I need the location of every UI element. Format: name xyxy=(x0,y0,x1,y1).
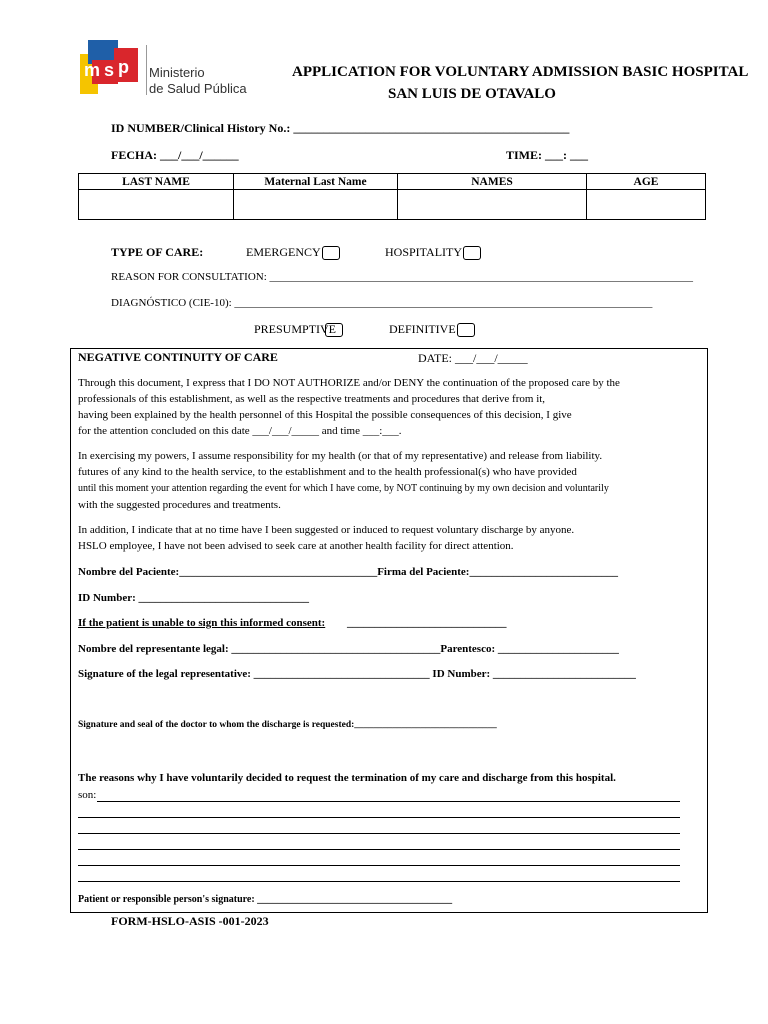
msp-logo xyxy=(80,40,144,94)
paragraph-1-line-2: professionals of this establishment, as well as the respective treatments and procedures that derive from it, xyxy=(78,393,546,405)
legal-representative-field[interactable]: Nombre del representante legal: ______________________________________Parentesco: ______________________ xyxy=(78,643,619,655)
reasons-son-label: son: xyxy=(78,789,97,801)
maternal-last-name-cell[interactable] xyxy=(234,190,398,220)
hospitality-label: HOSPITALITY xyxy=(385,245,463,259)
unable-to-sign-label: If the patient is unable to sign this informed consent: xyxy=(78,617,326,629)
reason-line-2[interactable] xyxy=(78,817,680,818)
svg-text:m: m xyxy=(84,60,101,80)
presumptive-checkbox[interactable] xyxy=(325,323,343,337)
emergency-checkbox[interactable] xyxy=(322,246,340,260)
document-title: APPLICATION FOR VOLUNTARY ADMISSION BASIC HOSPITAL xyxy=(292,64,749,80)
section-heading: NEGATIVE CONTINUITY OF CARE xyxy=(78,350,278,364)
logo-divider xyxy=(146,45,147,95)
patient-name-signature-field[interactable]: Nombre del Paciente:____________________________________Firma del Paciente:___________________________ xyxy=(78,566,618,578)
col-maternal-last-name: Maternal Last Name xyxy=(234,174,398,190)
reason-for-consultation-field[interactable]: REASON FOR CONSULTATION: _____________________________________________________________________________ xyxy=(111,271,694,283)
id-number-field[interactable]: ID NUMBER/Clinical History No.: ______________________________________________ xyxy=(111,121,570,135)
emergency-label: EMERGENCY xyxy=(246,245,321,259)
paragraph-2-line-1: In exercising my powers, I assume responsibility for my health (or that of my representative) and release from liability. xyxy=(78,450,603,462)
time-field[interactable]: TIME: ___: ___ xyxy=(506,148,588,162)
reason-line-6[interactable] xyxy=(78,881,680,882)
patient-table xyxy=(78,173,706,220)
definitive-label: DEFINITIVE xyxy=(389,322,456,336)
reason-line-3[interactable] xyxy=(78,833,680,834)
patient-id-number-field[interactable]: ID Number: _______________________________ xyxy=(78,592,309,604)
document-subtitle: SAN LUIS DE OTAVALO xyxy=(388,86,556,102)
presumptive-label: PRESUMPTIVE xyxy=(254,322,337,336)
last-name-cell[interactable] xyxy=(79,190,234,220)
representative-signature-field[interactable]: Signature of the legal representative: ________________________________ ID Number: __________________________ xyxy=(78,668,636,680)
doctor-signature-field[interactable]: Signature and seal of the doctor to whom the discharge is requested:______________________________ xyxy=(78,720,497,730)
section-date-field[interactable]: DATE: ___/___/_____ xyxy=(418,351,528,365)
reason-line-4[interactable] xyxy=(78,849,680,850)
col-age: AGE xyxy=(587,174,706,190)
col-last-name: LAST NAME xyxy=(79,174,234,190)
paragraph-1-line-1: Through this document, I express that I DO NOT AUTHORIZE and/or DENY the continuation of the proposed care by the xyxy=(78,377,620,389)
definitive-option[interactable] xyxy=(389,322,475,337)
unable-to-sign-line[interactable]: _____________________________ xyxy=(347,617,507,629)
form-code: FORM-HSLO-ASIS -001-2023 xyxy=(111,914,269,928)
emergency-option[interactable] xyxy=(246,245,340,260)
hospitality-checkbox[interactable] xyxy=(463,246,481,260)
definitive-checkbox[interactable] xyxy=(457,323,475,337)
reason-line-5[interactable] xyxy=(78,865,680,866)
svg-text:s: s xyxy=(104,60,115,80)
paragraph-3-line-2: HSLO employee, I have not been advised to seek care at another health facility for direct attention. xyxy=(78,540,514,552)
reasons-heading: The reasons why I have voluntarily decided to request the termination of my care and discharge from this hospital. xyxy=(78,772,616,784)
paragraph-2-line-2: futures of any kind to the health service, to the establishment and to the health professional(s) who have provided xyxy=(78,466,577,478)
paragraph-2-line-4: with the suggested procedures and treatments. xyxy=(78,499,281,511)
paragraph-2-line-3: until this moment your attention regarding the event for which I have come, by NOT continuing by my own decision and voluntarily xyxy=(78,483,609,494)
diagnostico-field[interactable]: DIAGNÓSTICO (CIE-10): ____________________________________________________________________________ xyxy=(111,297,653,309)
logo-text-1: Ministerio xyxy=(149,65,205,80)
names-cell[interactable] xyxy=(398,190,587,220)
type-of-care-label: TYPE OF CARE: xyxy=(111,245,204,259)
col-names: NAMES xyxy=(398,174,587,190)
paragraph-1-line-3: having been explained by the health personnel of this Hospital the possible consequences of this decision, I give xyxy=(78,409,572,421)
paragraph-1-line-4: for the attention concluded on this date ___/___/_____ and time ___:___. xyxy=(78,425,402,437)
reason-line-1[interactable] xyxy=(97,801,680,802)
svg-text:p: p xyxy=(118,57,129,77)
logo-text-2: de Salud Pública xyxy=(149,81,247,96)
age-cell[interactable] xyxy=(587,190,706,220)
presumptive-option[interactable] xyxy=(254,322,343,337)
patient-responsible-signature-field[interactable]: Patient or responsible person's signature: _______________________________________ xyxy=(78,894,453,905)
hospitality-option[interactable] xyxy=(385,245,481,260)
paragraph-3-line-1: In addition, I indicate that at no time have I been suggested or induced to request voluntary discharge by anyone. xyxy=(78,524,575,536)
fecha-field[interactable]: FECHA: ___/___/______ xyxy=(111,148,239,162)
